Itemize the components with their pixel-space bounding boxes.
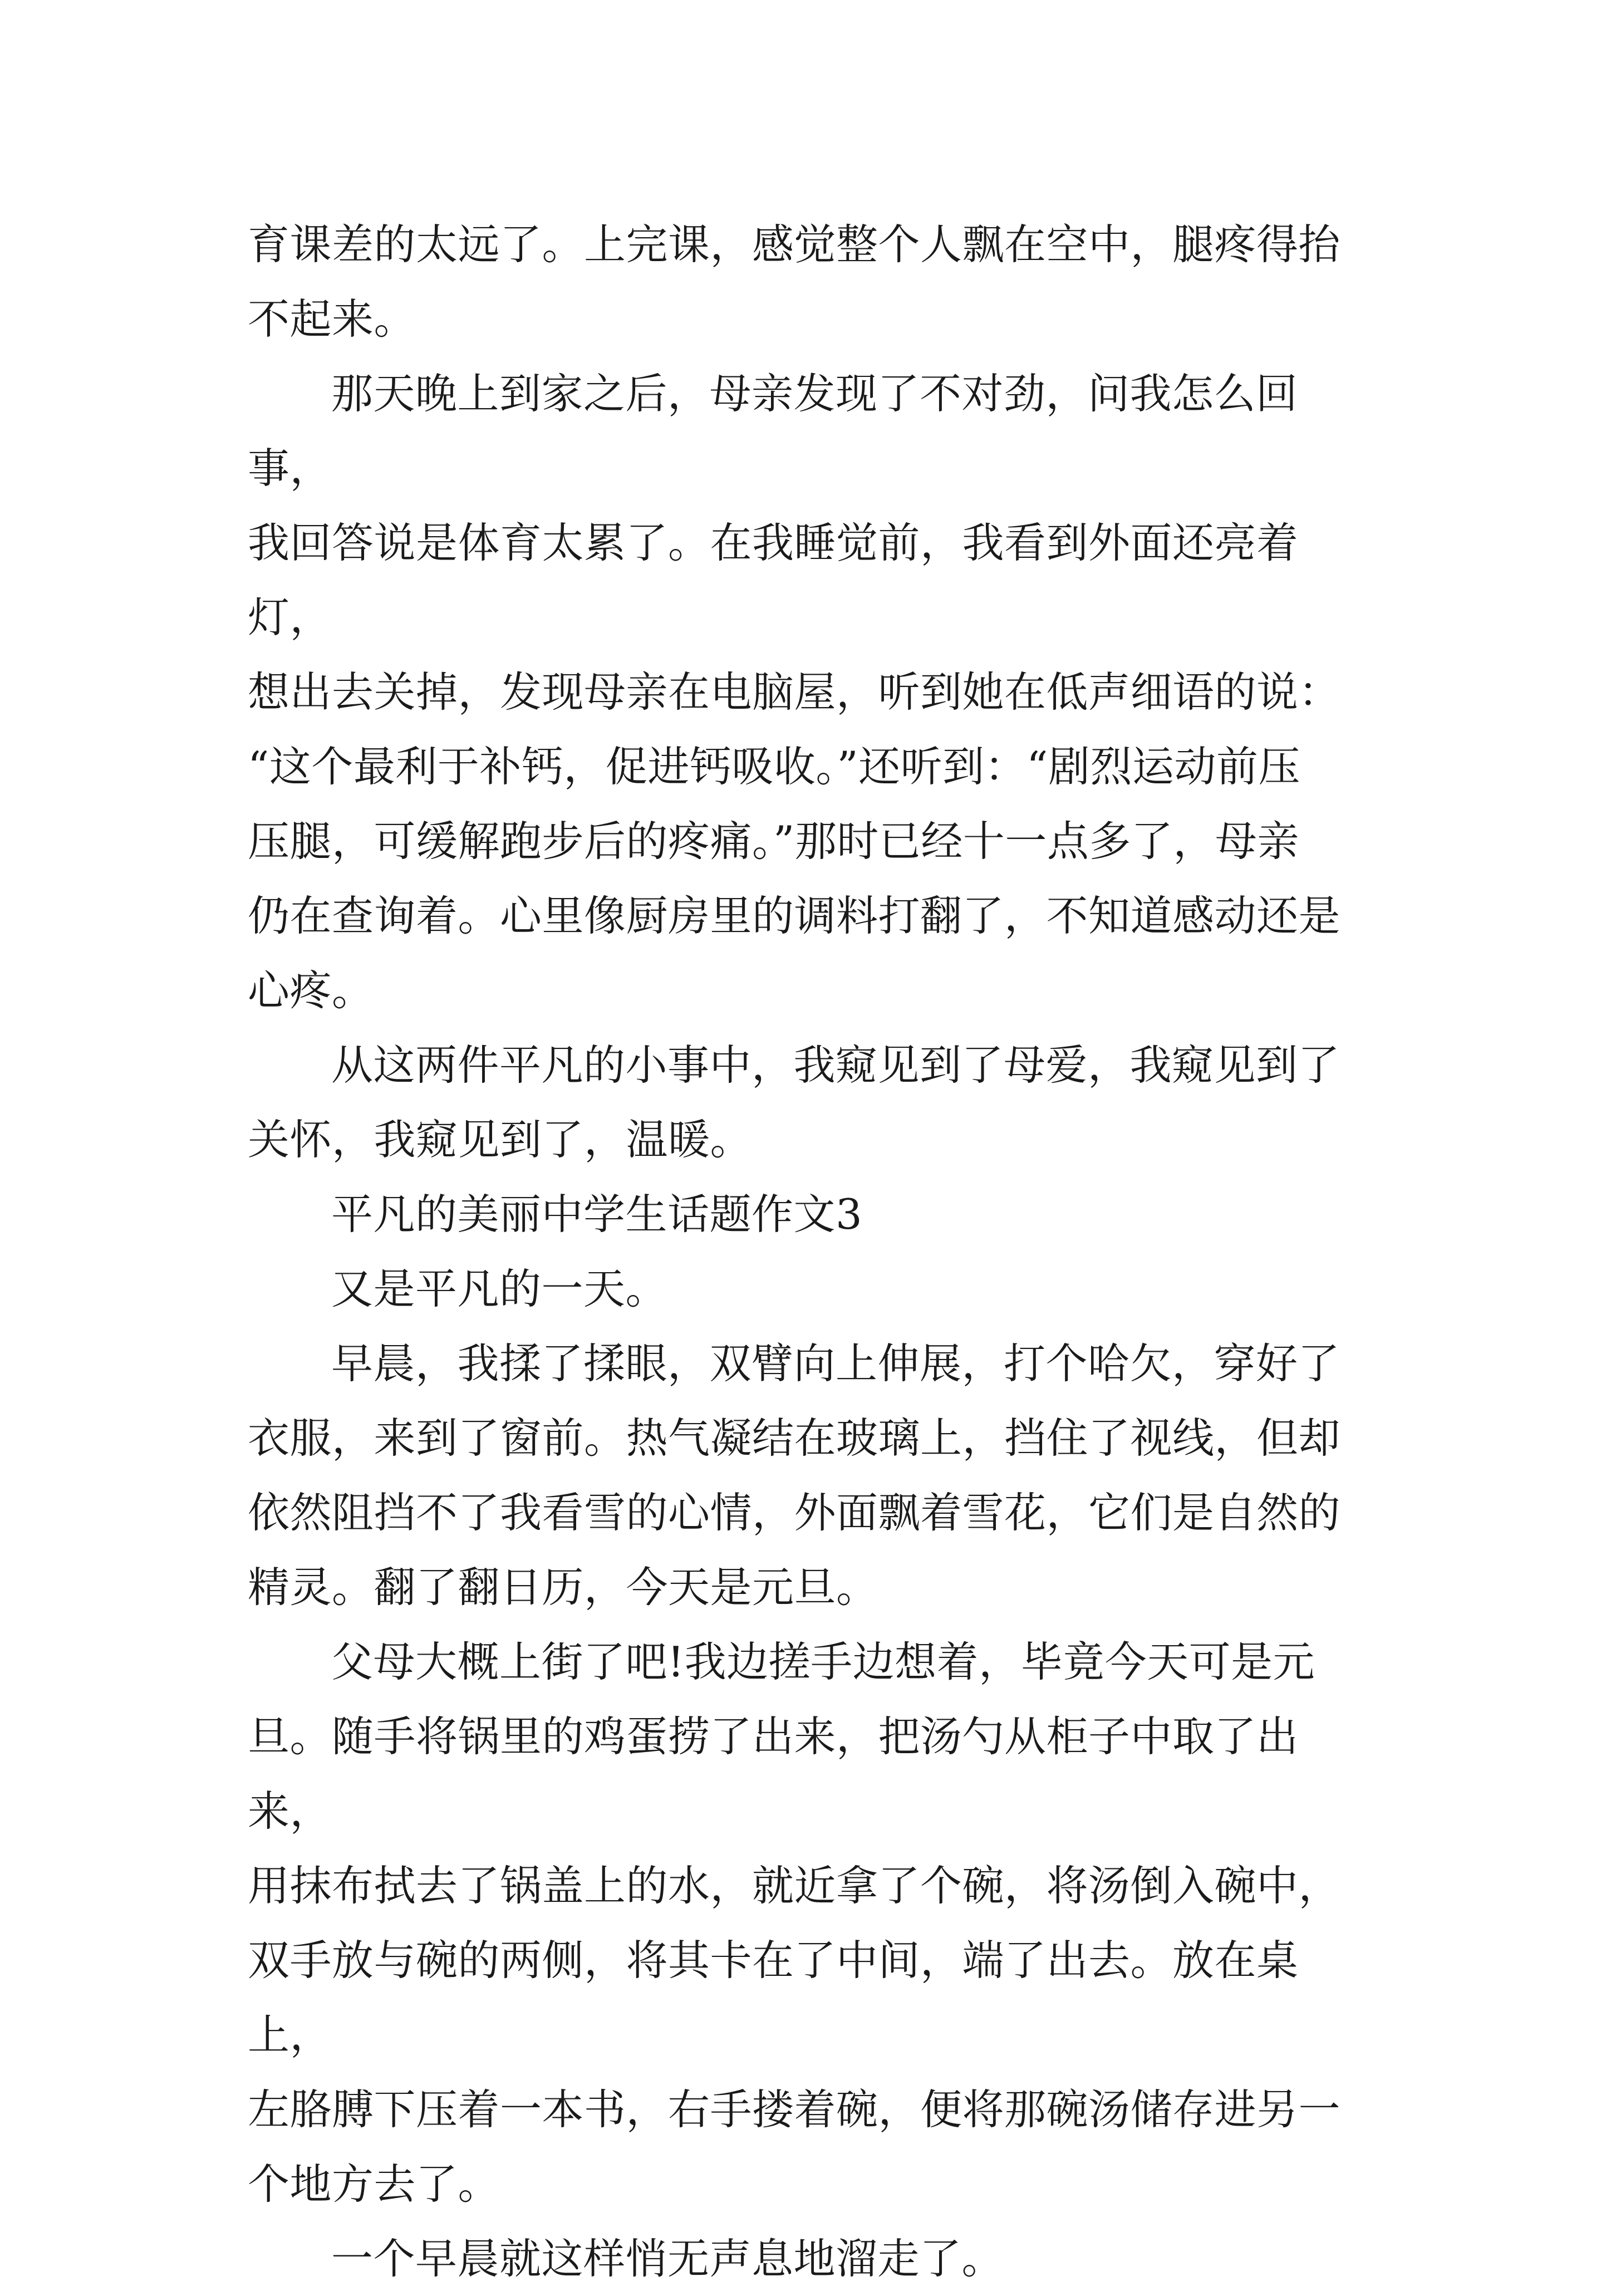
paragraph xyxy=(248,356,1367,1028)
text-line: 早晨，我揉了揉眼，双臂向上伸展，打个哈欠，穿好了 xyxy=(331,1339,1340,1388)
text-line: 双手放与碗的两侧，将其卡在了中间，端了出去。放在桌上， xyxy=(248,1936,1299,2059)
text-line: 平凡的美丽中学生话题作文3 xyxy=(331,1190,863,1239)
paragraph xyxy=(248,2221,1367,2296)
text-line: 从这两件平凡的小事中，我窥见到了母爱，我窥见到了 xyxy=(331,1041,1340,1090)
text-line: 精灵。翻了翻日历，今天是元旦。 xyxy=(248,1563,878,1612)
text-line: “这个最利于补钙，促进钙吸收。”还听到：“剧烈运动前压 xyxy=(248,742,1301,791)
text-line: 依然阻挡不了我看雪的心情，外面飘着雪花，它们是自然的 xyxy=(248,1488,1341,1537)
document-body xyxy=(248,207,1367,2296)
text-line: 压腿，可缓解跑步后的疼痛。”那时已经十一点多了，母亲 xyxy=(248,817,1299,866)
paragraph xyxy=(248,1252,1367,1326)
text-line: 一个早晨就这样悄无声息地溜走了。 xyxy=(331,2234,1004,2283)
text-line: 心疼。 xyxy=(248,966,374,1015)
paragraph xyxy=(248,1625,1367,2221)
text-line: 仍在查询着。心里像厨房里的调料打翻了，不知道感动还是 xyxy=(248,891,1341,940)
section-title xyxy=(248,1177,1367,1252)
text-line: 个地方去了。 xyxy=(248,2160,500,2209)
paragraph xyxy=(248,1326,1367,1625)
text-line: 那天晚上到家之后，母亲发现了不对劲，问我怎么回事， xyxy=(248,369,1298,493)
text-line: 左胳膊下压着一本书，右手搂着碗，便将那碗汤储存进另一 xyxy=(248,2085,1341,2134)
text-line: 关怀，我窥见到了，温暖。 xyxy=(248,1115,753,1164)
text-line: 父母大概上街了吧!我边搓手边想着，毕竟今天可是元 xyxy=(331,1637,1315,1686)
text-line: 想出去关掉，发现母亲在电脑屋，听到她在低声细语的说： xyxy=(248,668,1341,717)
paragraph xyxy=(248,207,1367,356)
text-line: 我回答说是体育太累了。在我睡觉前，我看到外面还亮着灯， xyxy=(248,518,1299,642)
text-line: 不起来。 xyxy=(248,295,416,344)
text-line: 衣服，来到了窗前。热气凝结在玻璃上，挡住了视线，但却 xyxy=(248,1414,1341,1463)
text-line: 旦。随手将锅里的鸡蛋捞了出来，把汤勺从柜子中取了出来， xyxy=(248,1712,1299,1836)
text-line: 又是平凡的一天。 xyxy=(331,1264,668,1313)
text-line: 用抹布拭去了锅盖上的水，就近拿了个碗，将汤倒入碗中， xyxy=(248,1861,1341,1910)
paragraph xyxy=(248,1028,1367,1177)
text-line: 育课差的太远了。上完课，感觉整个人飘在空中，腿疼得抬 xyxy=(248,220,1341,269)
